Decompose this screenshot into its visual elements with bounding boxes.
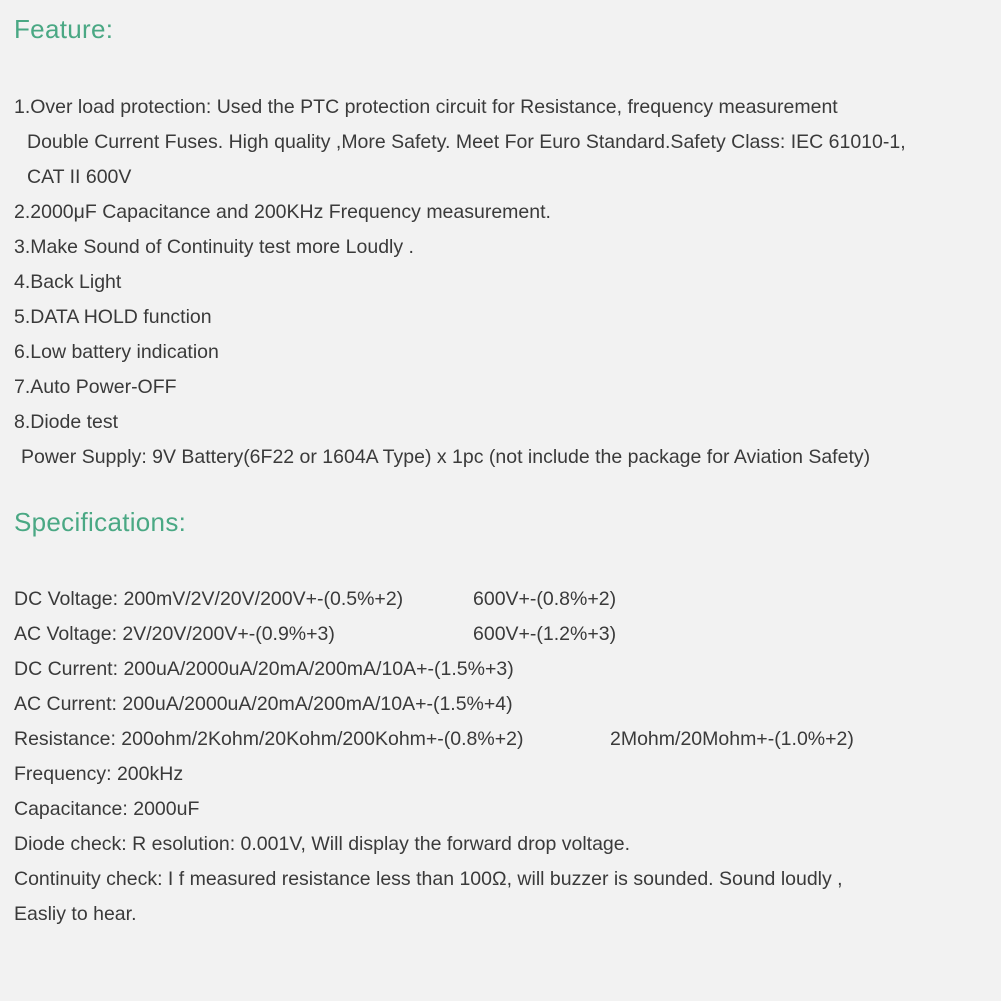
- feature-item-4: 4.Back Light: [14, 271, 122, 293]
- spec-dc-voltage-high-range: 600V+-(0.8%+2): [473, 588, 617, 610]
- spec-dc-voltage: [14, 587, 403, 611]
- spec-resistance: [14, 727, 523, 751]
- specifications-heading: Specifications:: [14, 507, 187, 537]
- power-supply-line: Power Supply: 9V Battery(6F22 or 1604A Type) x 1pc (not include the package for Aviation Safety): [21, 446, 871, 468]
- feature-item-6: 6.Low battery indication: [14, 341, 219, 363]
- feature-item-8: 8.Diode test: [14, 411, 119, 433]
- spec-ac-voltage: [14, 622, 335, 646]
- spec-frequency: Frequency: 200kHz: [14, 763, 184, 785]
- feature-item-2: 2.2000μF Capacitance and 200KHz Frequency measurement.: [14, 201, 551, 223]
- spec-ac-voltage-text: AC Voltage: 2V/20V/200V+-(0.9%+3): [14, 623, 335, 645]
- spec-continuity-check-cont: Easliy to hear.: [14, 903, 137, 925]
- spec-dc-voltage-text: DC Voltage: 200mV/2V/20V/200V+-(0.5%+2): [14, 588, 404, 610]
- spec-capacitance: Capacitance: 2000uF: [14, 798, 200, 820]
- feature-item-3: 3.Make Sound of Continuity test more Loudly .: [14, 236, 414, 258]
- spec-ac-current: AC Current: 200uA/2000uA/20mA/200mA/10A+-(1.5%+4): [14, 693, 513, 715]
- feature-heading: Feature:: [14, 14, 114, 44]
- spec-resistance-high-range: 2Mohm/20Mohm+-(1.0%+2): [610, 728, 854, 750]
- feature-item-5: 5.DATA HOLD function: [14, 306, 212, 328]
- spec-continuity-check: Continuity check: I f measured resistance less than 100Ω, will buzzer is sounded. Sound loudly ,: [14, 868, 843, 890]
- spec-diode-check: Diode check: R esolution: 0.001V, Will display the forward drop voltage.: [14, 833, 631, 855]
- feature-item-7: 7.Auto Power-OFF: [14, 376, 177, 398]
- spec-dc-current: DC Current: 200uA/2000uA/20mA/200mA/10A+-(1.5%+3): [14, 658, 514, 680]
- feature-item-1-cont-2: CAT II 600V: [27, 166, 132, 188]
- feature-item-1: 1.Over load protection: Used the PTC protection circuit for Resistance, frequency measurement: [14, 96, 838, 118]
- spec-resistance-text: Resistance: 200ohm/2Kohm/20Kohm/200Kohm+-(0.8%+2): [14, 728, 524, 750]
- feature-item-1-cont-1: Double Current Fuses. High quality ,More Safety. Meet For Euro Standard.Safety Class: IEC 61010-1,: [27, 131, 906, 153]
- spec-ac-voltage-high-range: 600V+-(1.2%+3): [473, 623, 617, 645]
